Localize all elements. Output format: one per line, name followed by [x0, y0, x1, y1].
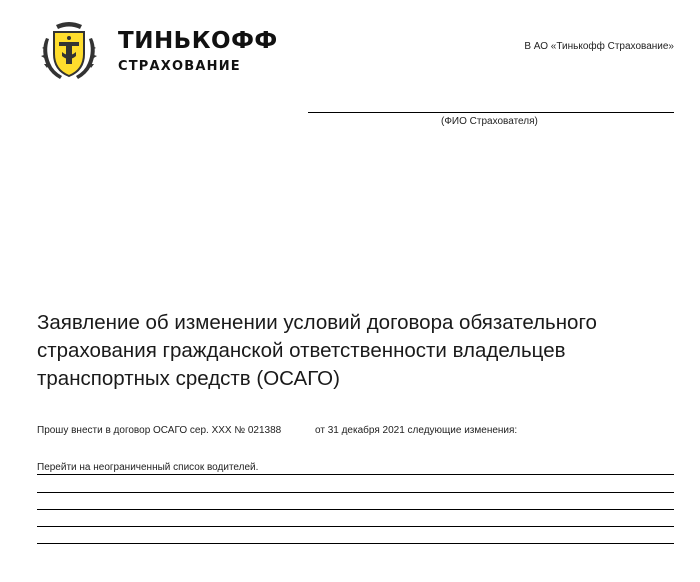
document-title: Заявление об изменении условий договора обязательного страхования гражданской ответственности владельцев транспортных средств (ОСАГО) — [37, 311, 597, 390]
insurer-name-caption: (ФИО Страхователя) — [441, 116, 538, 127]
request-text-policy: Прошу внести в договор ОСАГО сер. ХХХ № 021388 — [37, 425, 282, 436]
change-line-3[interactable] — [37, 509, 674, 510]
tinkoff-logo-icon — [36, 18, 102, 84]
insurer-name-field[interactable] — [308, 112, 674, 113]
change-line-4[interactable] — [37, 526, 674, 527]
brand-name: ТИНЬКОФФ — [118, 28, 278, 54]
brand-subtitle: СТРАХОВАНИЕ — [118, 59, 241, 74]
change-line-1-text: Перейти на неограниченный список водителей. — [37, 462, 259, 473]
change-line-5[interactable] — [37, 543, 674, 544]
addressee-label: В АО «Тинькофф Страхование» — [524, 41, 674, 52]
request-text-date: от 31 декабря 2021 следующие изменения: — [315, 425, 518, 436]
change-line-1[interactable] — [37, 474, 674, 475]
change-line-2[interactable] — [37, 492, 674, 493]
